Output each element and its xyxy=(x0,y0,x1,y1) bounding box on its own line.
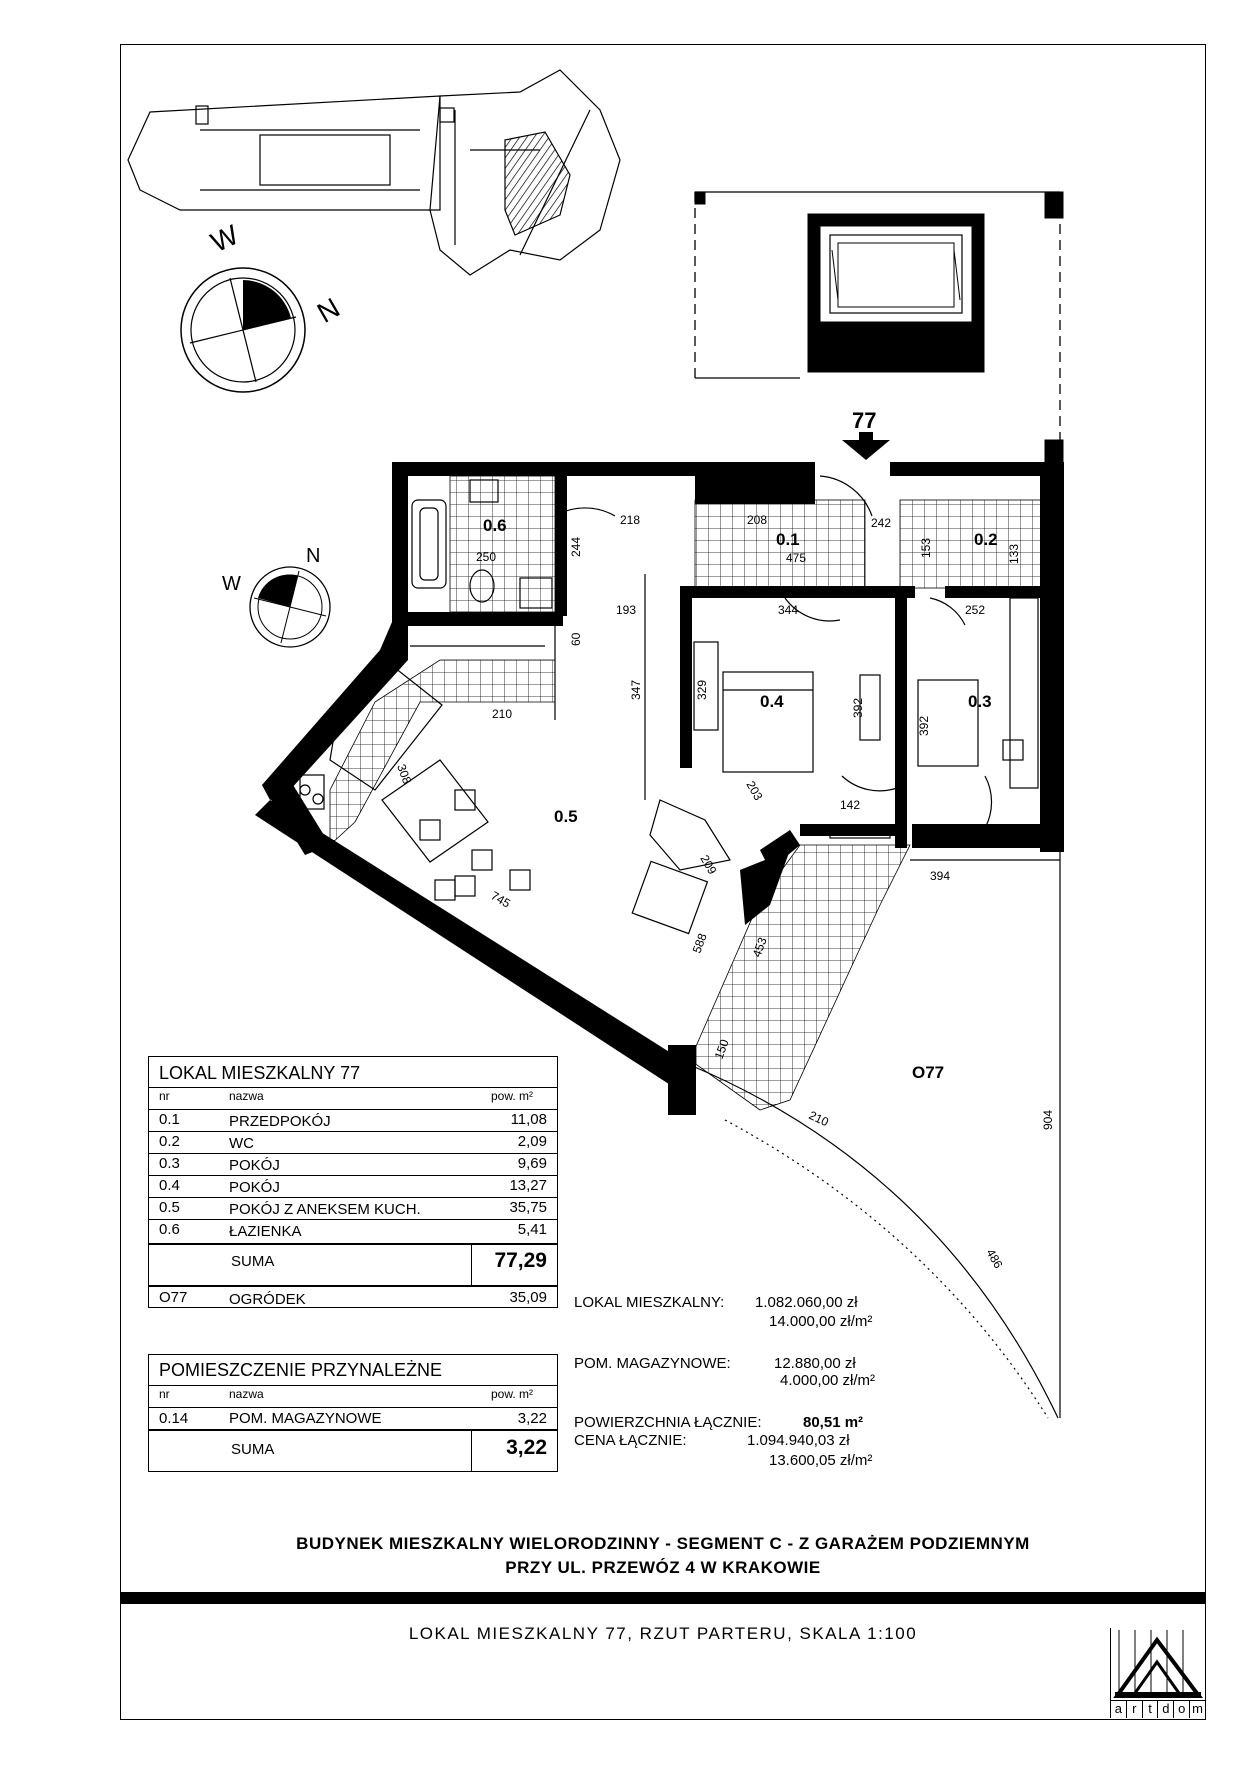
compass-small xyxy=(250,567,330,647)
garden-area: 35,09 xyxy=(509,1289,547,1306)
row-name: POKÓJ xyxy=(229,1179,280,1196)
row-nr: 0.4 xyxy=(159,1177,180,1194)
dim-252: 252 xyxy=(965,603,986,617)
dim-133: 133 xyxy=(1007,543,1021,564)
logo-letters xyxy=(1111,1700,1205,1718)
dim-244: 244 xyxy=(569,536,583,557)
building-title: BUDYNEK MIESZKALNY WIELORODZINNY - SEGMENT C - Z GARAŻEM PODZIEMNYM xyxy=(296,1534,1030,1553)
logo-letter: d xyxy=(1158,1701,1174,1718)
table-divider xyxy=(149,1407,557,1408)
table-divider xyxy=(149,1385,557,1386)
room-label-0-2: 0.2 xyxy=(974,530,998,549)
compass-small-n: N xyxy=(306,545,321,567)
dim-392-a: 392 xyxy=(851,697,865,718)
row-nr: 0.1 xyxy=(159,1111,180,1128)
logo-mark-icon xyxy=(1111,1628,1205,1700)
storage-table-title: POMIESZCZENIE PRZYNALEŻNE xyxy=(159,1360,443,1380)
header-area: pow. m² xyxy=(491,1387,534,1401)
row-name: PRZEDPOKÓJ xyxy=(229,1113,331,1130)
dim-208: 208 xyxy=(747,513,768,527)
dim-218: 218 xyxy=(620,513,641,527)
row-name: POKÓJ Z ANEKSEM KUCH. xyxy=(229,1201,421,1218)
row-nr: 0.3 xyxy=(159,1155,180,1172)
row-name: WC xyxy=(229,1135,254,1152)
row-area: 5,41 xyxy=(517,1221,547,1238)
dim-486: 486 xyxy=(983,1246,1006,1271)
header-nr: nr xyxy=(159,1089,170,1103)
total-per-m2: 13.600,05 zł/m² xyxy=(769,1452,873,1469)
row-area: 2,09 xyxy=(517,1133,547,1150)
compass-small-w: W xyxy=(222,573,241,595)
dim-210-b: 210 xyxy=(806,1108,831,1130)
footer-bar xyxy=(120,1592,1206,1604)
compass-large-n: N xyxy=(311,291,345,329)
unit-marker: 77 xyxy=(852,408,877,433)
dim-394: 394 xyxy=(930,869,951,883)
logo-letter: o xyxy=(1174,1701,1190,1718)
row-name: POM. MAGAZYNOWE xyxy=(229,1410,382,1427)
compass-large-w: W xyxy=(206,218,244,259)
flat-price: 1.082.060,00 zł xyxy=(755,1294,858,1311)
room-label-0-5: 0.5 xyxy=(554,807,578,826)
storage-table xyxy=(148,1354,558,1472)
row-area: 9,69 xyxy=(517,1155,547,1172)
row-area: 11,08 xyxy=(510,1111,547,1128)
row-nr: 0.14 xyxy=(159,1410,189,1427)
table-divider xyxy=(149,1243,557,1245)
dim-344: 344 xyxy=(778,603,799,617)
header-name: nazwa xyxy=(229,1089,264,1103)
sum-label: SUMA xyxy=(231,1441,275,1458)
artdom-logo xyxy=(1110,1628,1205,1718)
room-label-0-3: 0.3 xyxy=(968,692,992,711)
entrance-arrow xyxy=(842,432,890,460)
row-nr: 0.2 xyxy=(159,1133,180,1150)
table-divider xyxy=(149,1153,557,1154)
dim-209: 209 xyxy=(697,852,720,877)
logo-letter: r xyxy=(1127,1701,1143,1718)
row-area: 13,27 xyxy=(509,1177,547,1194)
table-divider xyxy=(149,1175,557,1176)
dim-745: 745 xyxy=(488,888,513,911)
row-nr: 0.6 xyxy=(159,1221,180,1238)
storage-price: 12.880,00 zł xyxy=(774,1355,856,1372)
dim-588: 588 xyxy=(689,931,710,956)
dim-193: 193 xyxy=(616,603,637,617)
row-area: 3,22 xyxy=(517,1410,547,1427)
table-divider xyxy=(471,1243,472,1285)
dim-453: 453 xyxy=(749,935,770,960)
table-divider xyxy=(149,1285,557,1287)
key-plan xyxy=(128,70,620,275)
sum-value: 3,22 xyxy=(506,1436,547,1459)
table-divider xyxy=(149,1219,557,1220)
header-nr: nr xyxy=(159,1387,170,1401)
garden-label: O77 xyxy=(912,1063,945,1082)
dim-904: 904 xyxy=(1041,1109,1055,1130)
garden-nr: O77 xyxy=(159,1289,188,1306)
dim-210-a: 210 xyxy=(492,707,513,721)
room-label-0-6: 0.6 xyxy=(483,516,507,535)
apartment-table xyxy=(148,1056,558,1308)
total-price: 1.094.940,03 zł xyxy=(747,1432,850,1449)
dim-242: 242 xyxy=(871,516,892,530)
dim-329: 329 xyxy=(695,679,709,700)
total-area-label: POWIERZCHNIA ŁĄCZNIE: xyxy=(574,1414,762,1431)
row-area: 35,75 xyxy=(509,1199,547,1216)
dim-308: 308 xyxy=(394,762,415,786)
dim-392-b: 392 xyxy=(917,715,931,736)
building-address: PRZY UL. PRZEWÓZ 4 W KRAKOWIE xyxy=(505,1558,821,1577)
table-divider xyxy=(149,1087,557,1088)
total-area: 80,51 m² xyxy=(803,1414,864,1431)
table-divider xyxy=(149,1197,557,1198)
drawing-caption: LOKAL MIESZKALNY 77, RZUT PARTERU, SKALA 1:100 xyxy=(408,1624,918,1643)
sum-label: SUMA xyxy=(231,1253,275,1270)
storage-per-m2: 4.000,00 zł/m² xyxy=(780,1372,876,1389)
storage-label: POM. MAGAZYNOWE: xyxy=(574,1355,731,1372)
room-label-0-1: 0.1 xyxy=(776,530,800,549)
logo-letter: a xyxy=(1111,1701,1127,1718)
row-name: POKÓJ xyxy=(229,1157,280,1174)
header-area: pow. m² xyxy=(491,1089,534,1103)
header-name: nazwa xyxy=(229,1387,264,1401)
table-divider xyxy=(149,1109,557,1110)
flat-label: LOKAL MIESZKALNY: xyxy=(574,1294,725,1311)
logo-letter: m xyxy=(1192,1701,1203,1716)
dim-150: 150 xyxy=(711,1037,732,1062)
total-price-label: CENA ŁĄCZNIE: xyxy=(574,1432,687,1449)
sum-value: 77,29 xyxy=(494,1249,547,1272)
dim-347: 347 xyxy=(629,679,643,700)
table-divider xyxy=(149,1131,557,1132)
flat-per-m2: 14.000,00 zł/m² xyxy=(769,1313,873,1330)
dim-153: 153 xyxy=(919,537,933,558)
dim-142: 142 xyxy=(840,798,861,812)
table-divider xyxy=(149,1429,557,1431)
dim-60: 60 xyxy=(569,632,583,646)
garden-name: OGRÓDEK xyxy=(229,1291,306,1308)
row-name: ŁAZIENKA xyxy=(229,1223,302,1240)
logo-letter: t xyxy=(1143,1701,1159,1718)
table-divider xyxy=(471,1429,472,1471)
room-label-0-4: 0.4 xyxy=(760,692,784,711)
dim-475: 475 xyxy=(786,551,807,565)
row-nr: 0.5 xyxy=(159,1199,180,1216)
compass-large xyxy=(181,268,305,392)
dim-203: 203 xyxy=(743,778,766,803)
dim-250: 250 xyxy=(476,550,497,564)
apartment-table-title: LOKAL MIESZKALNY 77 xyxy=(159,1063,361,1083)
